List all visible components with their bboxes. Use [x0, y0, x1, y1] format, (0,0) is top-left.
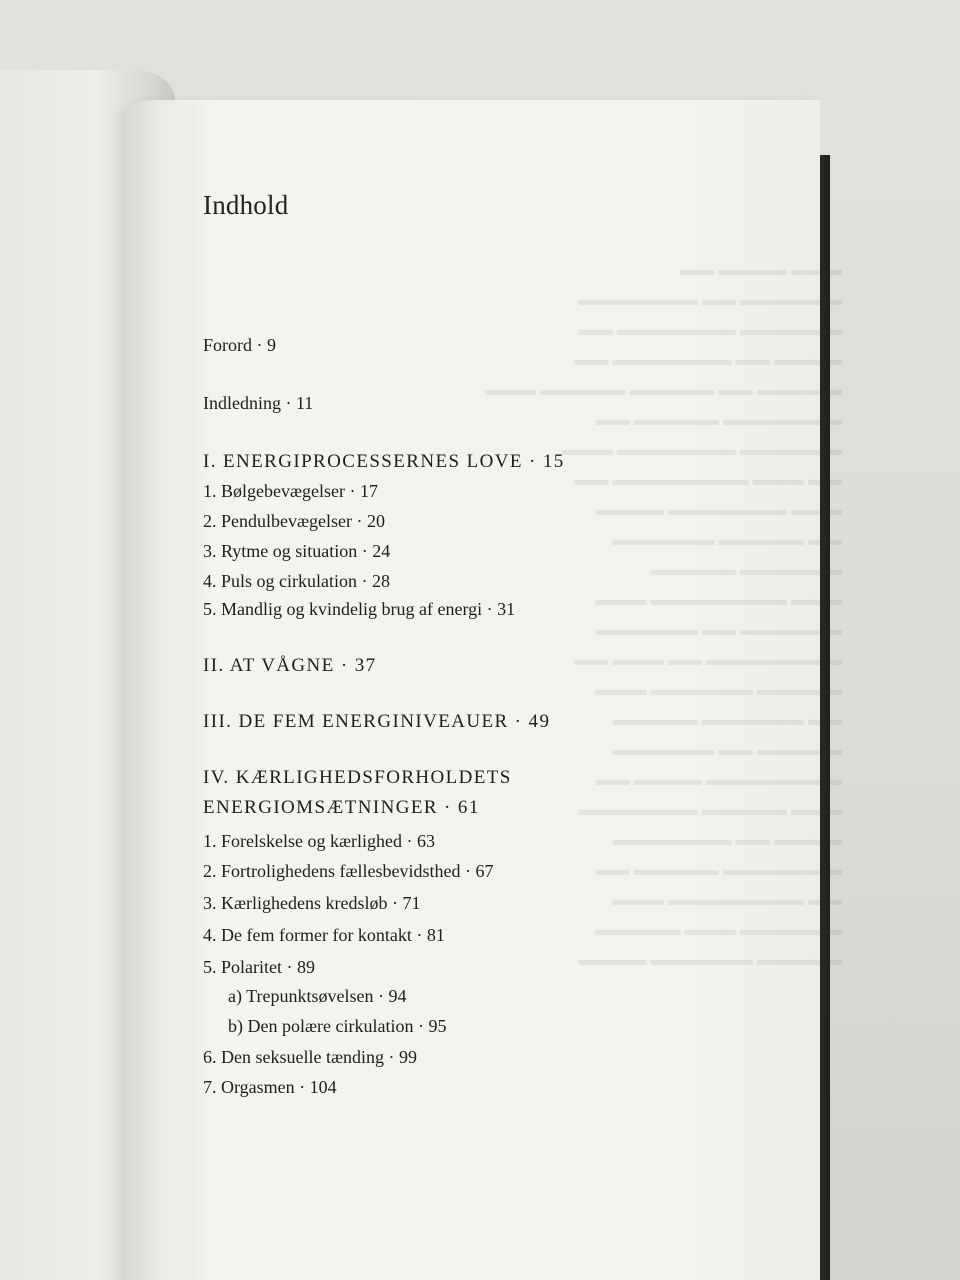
show-through-text: ▬▬▬ ▬▬▬▬ ▬▬ ▬▬▬▬▬▬ ▬▬ ▬▬▬▬▬▬▬ ▬▬▬▬▬▬ ▬▬▬▬▬▬▬ ▬▬ ▬▬▬▬ ▬▬ ▬▬▬▬▬▬▬ ▬▬ ▬▬▬▬▬ ▬▬ ▬▬▬▬▬ ▬▬▬▬▬ ▬▬▬ ▬▬▬▬▬▬▬ ▬▬▬▬▬ ▬▬ ▬▬▬▬▬▬ ▬▬▬▬▬▬▬ ▬▬▬ ▬▬ ▬▬▬ ▬▬▬▬▬▬▬▬ ▬▬ ▬▬▬ ▬▬▬▬▬▬▬ ▬▬▬▬ ▬▬ ▬▬▬▬▬ ▬▬▬▬▬▬ ▬▬▬▬▬▬ ▬▬▬▬▬ ▬▬▬ ▬▬▬▬▬▬▬▬ ▬▬▬ ▬▬▬▬▬▬ ▬▬ ▬▬▬▬▬▬ ▬▬▬▬▬▬▬▬ ▬▬ ▬▬▬ ▬▬ ▬▬▬▬▬ ▬▬▬▬▬▬ ▬▬▬ ▬▬ ▬▬▬▬▬▬ ▬▬▬▬▬ ▬▬▬▬▬ ▬▬ ▬▬▬▬▬▬ ▬▬▬▬▬▬▬▬ ▬▬▬▬ ▬▬ ▬▬▬ ▬▬▬▬▬ ▬▬▬▬▬▬▬ ▬▬▬▬ ▬▬ ▬▬▬▬▬▬▬ ▬▬▬▬▬▬▬ ▬▬▬▬▬ ▬▬ ▬▬ ▬▬▬▬▬▬▬▬ ▬▬▬ ▬▬▬▬▬▬ ▬▬▬ ▬▬▬▬▬ ▬▬▬▬▬ ▬▬▬▬▬▬ ▬▬▬▬ [485, 260, 842, 969]
toc-chapter: 4. Puls og cirkulation · 28 [203, 571, 390, 591]
toc-part-4-continued: ENERGIOMSÆTNINGER · 61 [203, 797, 480, 818]
toc-part-1: I. ENERGIPROCESSERNES LOVE · 15 [203, 451, 565, 472]
toc-chapter: 2. Fortrolighedens fællesbevidsthed · 67 [203, 861, 494, 881]
toc-chapter: 3. Rytme og situation · 24 [203, 541, 391, 561]
toc-entry-introduction: Indledning · 11 [203, 393, 314, 413]
toc-entry-foreword: Forord · 9 [203, 335, 276, 355]
page-title: Indhold [203, 190, 289, 220]
toc-chapter: 5. Polaritet · 89 [203, 957, 315, 977]
toc-chapter: 1. Bølgebevægelser · 17 [203, 481, 378, 501]
toc-chapter: 4. De fem former for kontakt · 81 [203, 925, 445, 945]
toc-part-3: III. DE FEM ENERGINIVEAUER · 49 [203, 711, 551, 732]
toc-chapter: 3. Kærlighedens kredsløb · 71 [203, 893, 421, 913]
toc-part-2: II. AT VÅGNE · 37 [203, 655, 377, 676]
toc-subsection: a) Trepunktsøvelsen · 94 [228, 986, 407, 1006]
toc-chapter: 7. Orgasmen · 104 [203, 1077, 337, 1097]
toc-part-4: IV. KÆRLIGHEDSFORHOLDETS [203, 767, 512, 788]
toc-subsection: b) Den polære cirkulation · 95 [228, 1016, 447, 1036]
book-page [122, 100, 842, 1280]
toc-chapter: 2. Pendulbevægelser · 20 [203, 511, 385, 531]
toc-chapter: 5. Mandlig og kvindelig brug af energi · 31 [203, 599, 516, 619]
toc-chapter: 1. Forelskelse og kærlighed · 63 [203, 831, 435, 851]
toc-chapter: 6. Den seksuelle tænding · 99 [203, 1047, 417, 1067]
